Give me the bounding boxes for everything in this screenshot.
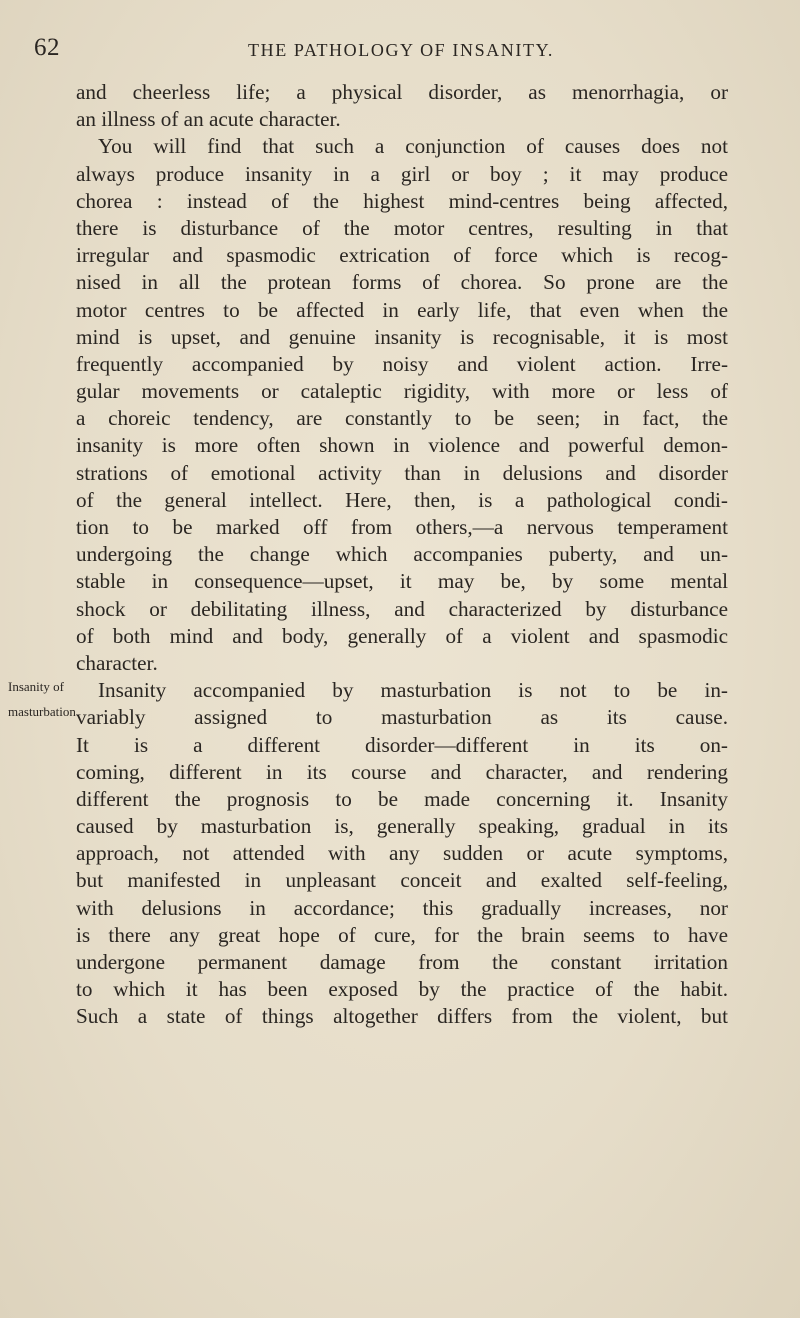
text-line: shock or debilitating illness, and characterized by disturbance <box>76 596 728 621</box>
text-line: and cheerless life; a physical disorder, as menorrhagia, or <box>76 80 728 104</box>
running-head <box>0 34 800 74</box>
text-line: different the prognosis to be made concerning it. Insanity <box>76 786 728 811</box>
text-line: coming, different in its course and character, and rendering <box>76 759 728 784</box>
text-line: undergone permanent damage from the constant irritation <box>76 950 728 974</box>
text-line: is there any great hope of cure, for the brain seems to have <box>76 922 728 947</box>
text-line: insanity is more often shown in violence and powerful demon- <box>76 433 728 458</box>
text-line: character. <box>76 650 158 675</box>
text-line: variably assigned to masturbation as its cause. <box>76 705 728 730</box>
text-line: an illness of an acute character. <box>76 107 341 132</box>
text-line: strations of emotional activity than in delusions and disorder <box>76 460 728 485</box>
text-line: chorea : instead of the highest mind-centres being affected, <box>76 188 728 213</box>
text-line: with delusions in accordance; this gradually increases, nor <box>76 895 728 920</box>
text-line: to which it has been exposed by the practice of the habit. <box>76 977 728 1002</box>
text-line: but manifested in unpleasant conceit and exalted self-feeling, <box>76 868 728 893</box>
text-line: frequently accompanied by noisy and violent action. Irre- <box>76 351 728 376</box>
text-line: always produce insanity in a girl or boy ; it may produce <box>76 161 728 186</box>
text-line: Such a state of things altogether differs from the violent, but <box>76 1004 728 1029</box>
text-line: undergoing the change which accompanies puberty, and un- <box>76 542 728 567</box>
text-line: of both mind and body, generally of a violent and spasmodic <box>76 623 728 648</box>
text-line: stable in consequence—upset, it may be, by some mental <box>76 569 728 594</box>
text-line: of the general intellect. Here, then, is a pathological condi- <box>76 487 728 512</box>
text-line: You will find that such a conjunction of causes does not <box>98 134 728 159</box>
page-number: 62 <box>34 34 60 61</box>
text-line: irregular and spasmodic extrication of force which is recog- <box>76 243 728 268</box>
text-line: there is disturbance of the motor centres, resulting in that <box>76 215 728 240</box>
text-line: gular movements or cataleptic rigidity, with more or less of <box>76 379 728 404</box>
running-title: THE PATHOLOGY OF INSANITY. <box>248 40 554 60</box>
margin-note-line-2: masturbation. <box>8 704 80 719</box>
body-text <box>76 79 728 1031</box>
text-line: mind is upset, and genuine insanity is recognisable, it is most <box>76 324 728 349</box>
text-line: nised in all the protean forms of chorea. So prone are the <box>76 270 728 295</box>
text-line: caused by masturbation is, generally speaking, gradual in its <box>76 814 728 839</box>
text-line: a choreic tendency, are constantly to be seen; in fact, the <box>76 406 728 431</box>
margin-note-line-1: Insanity of <box>8 679 64 694</box>
text-line: Insanity accompanied by masturbation is not to be in- <box>98 678 728 703</box>
text-line: motor centres to be affected in early life, that even when the <box>76 297 728 322</box>
text-line: It is a different disorder—different in its on- <box>76 732 728 757</box>
text-line: approach, not attended with any sudden or acute symptoms, <box>76 841 728 866</box>
text-line: tion to be marked off from others,—a nervous temperament <box>76 515 728 539</box>
